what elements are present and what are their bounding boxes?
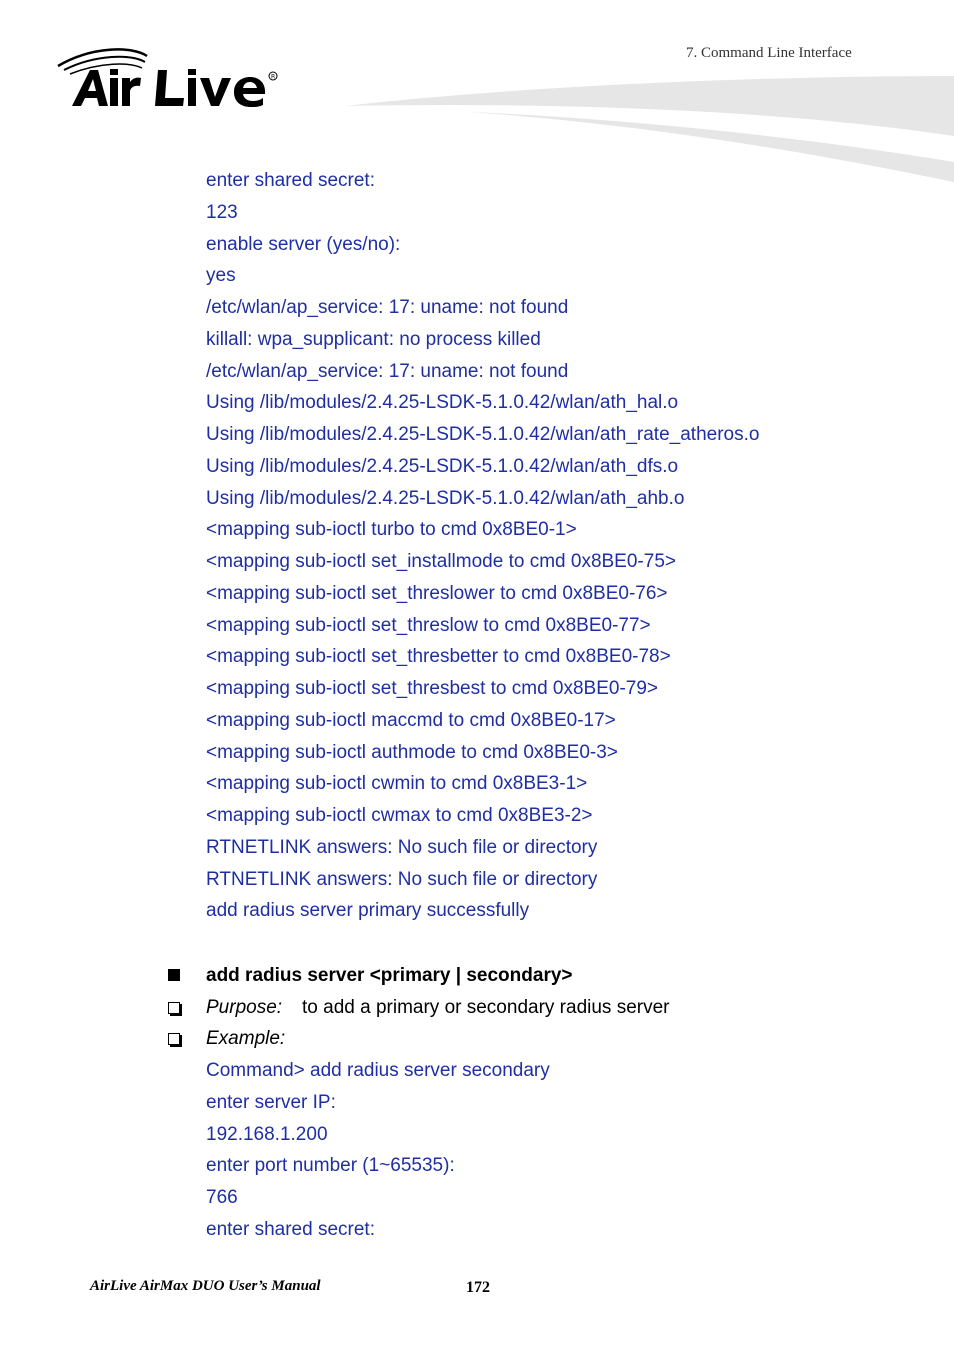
output-line: <mapping sub-ioctl cwmax to cmd 0x8BE3-2>	[206, 805, 593, 826]
output-line: <mapping sub-ioctl cwmin to cmd 0x8BE3-1>	[206, 773, 588, 795]
output-line: /etc/wlan/ap_service: 17: uname: not found	[206, 297, 569, 318]
output-line: <mapping sub-ioctl turbo to cmd 0x8BE0-1>	[206, 519, 577, 541]
square-bullet-icon	[168, 969, 180, 981]
airlive-logo	[52, 44, 292, 120]
output-line: enter shared secret:	[206, 1219, 375, 1240]
section-heading-text: add radius server <primary | secondary>	[206, 965, 573, 986]
output-line: enable server (yes/no):	[206, 233, 401, 255]
output-line: enter port number (1~65535):	[206, 1155, 455, 1177]
output-line: Using /lib/modules/2.4.25-LSDK-5.1.0.42/wlan/ath_hal.o	[206, 392, 679, 414]
output-line: <mapping sub-ioctl set_thresbest to cmd 0x8BE0-79>	[206, 678, 659, 699]
output-line: /etc/wlan/ap_service: 17: uname: not found	[206, 360, 569, 382]
output-line: Using /lib/modules/2.4.25-LSDK-5.1.0.42/wlan/ath_dfs.o	[206, 455, 679, 477]
output-line: Using /lib/modules/2.4.25-LSDK-5.1.0.42/wlan/ath_ahb.o	[206, 487, 685, 509]
output-line: add radius server primary successfully	[206, 900, 530, 922]
output-line: Using /lib/modules/2.4.25-LSDK-5.1.0.42/wlan/ath_rate_atheros.o	[206, 424, 760, 445]
output-line: Command> add radius server secondary	[206, 1060, 550, 1081]
output-line: RTNETLINK answers: No such file or directory	[206, 836, 598, 858]
output-line: 766	[206, 1187, 238, 1209]
output-line: <mapping sub-ioctl set_threslow to cmd 0x8BE0-77>	[206, 614, 651, 636]
page-number: 172	[466, 1279, 490, 1296]
example-label: Example:	[206, 1028, 286, 1049]
output-line: RTNETLINK answers: No such file or directory	[206, 868, 598, 890]
output-line: 123	[206, 201, 238, 223]
chapter-title: 7. Command Line Interface	[686, 45, 852, 61]
output-line: <mapping sub-ioctl maccmd to cmd 0x8BE0-17>	[206, 709, 616, 731]
output-line: killall: wpa_supplicant: no process killed	[206, 328, 541, 350]
output-line: enter server IP:	[206, 1091, 336, 1113]
output-line: <mapping sub-ioctl set_threslower to cmd 0x8BE0-76>	[206, 582, 668, 604]
output-line: <mapping sub-ioctl set_thresbetter to cmd 0x8BE0-78>	[206, 646, 671, 668]
output-line: <mapping sub-ioctl set_installmode to cmd 0x8BE0-75>	[206, 551, 676, 572]
purpose-label: Purpose:	[206, 997, 283, 1018]
checkbox-bullet-icon	[168, 1002, 180, 1014]
output-line: yes	[206, 265, 236, 287]
output-line: 192.168.1.200	[206, 1123, 328, 1145]
output-line: enter shared secret:	[206, 170, 375, 191]
output-line: <mapping sub-ioctl authmode to cmd 0x8BE0-3>	[206, 741, 618, 763]
checkbox-bullet-icon	[168, 1033, 180, 1045]
svg-text:R: R	[271, 73, 276, 81]
purpose-text: to add a primary or secondary radius server	[302, 997, 670, 1018]
manual-title: AirLive AirMax DUO User’s Manual	[90, 1278, 321, 1294]
